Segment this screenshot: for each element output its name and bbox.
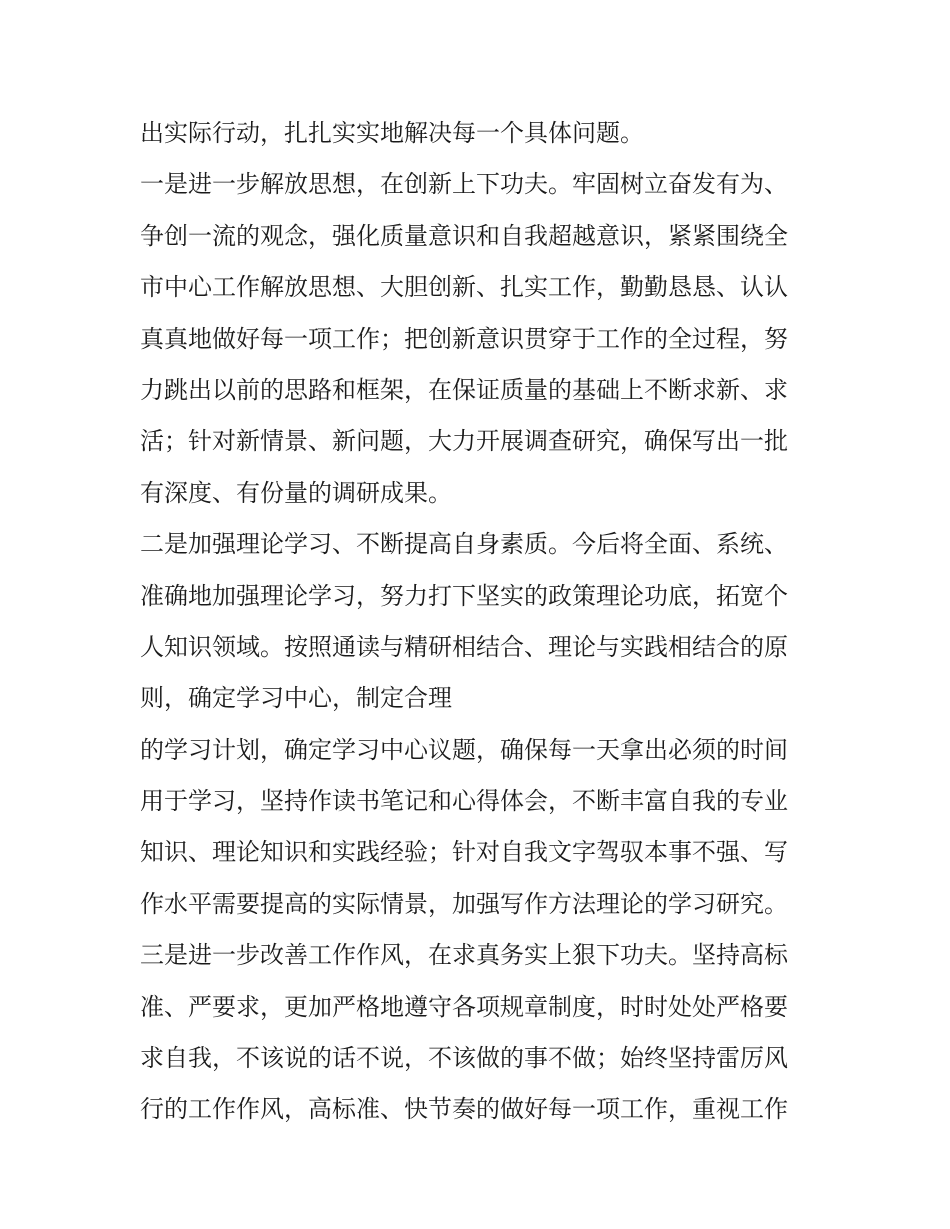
- text-line: 知识、理论知识和实践经验；针对自我文字驾驭本事不强、写: [140, 838, 788, 867]
- text-line: 活；针对新情景、新问题，大力开展调查研究，确保写出一批: [140, 427, 788, 456]
- text-line: 的学习计划，确定学习中心议题，确保每一天拿出必须的时间: [140, 735, 788, 764]
- text-line: 出实际行动，扎扎实实地解决每一个具体问题。: [140, 119, 644, 147]
- text-line: 力跳出以前的思路和框架，在保证质量的基础上不断求新、求: [140, 375, 788, 404]
- text-line: 有深度、有份量的调研成果。: [140, 478, 452, 507]
- text-line: 行的工作作风，高标准、快节奏的做好每一项工作，重视工作: [140, 1095, 788, 1124]
- text-line: 准、严要求，更加严格地遵守各项规章制度，时时处处严格要: [140, 992, 788, 1021]
- text-line: 二是加强理论学习、不断提高自身素质。今后将全面、系统、: [140, 530, 788, 559]
- text-line: 市中心工作解放思想、大胆创新、扎实工作，勤勤恳恳、认认: [140, 273, 788, 302]
- text-line: 作水平需要提高的实际情景，加强写作方法理论的学习研究。: [140, 889, 788, 918]
- text-line: 真真地做好每一项工作；把创新意识贯穿于工作的全过程，努: [140, 324, 788, 353]
- document-body: [140, 108, 820, 1136]
- text-line: 准确地加强理论学习，努力打下坚实的政策理论功底，拓宽个: [140, 581, 788, 610]
- text-line: 争创一流的观念，强化质量意识和自我超越意识，紧紧围绕全: [140, 221, 788, 250]
- text-line: 人知识领域。按照通读与精研相结合、理论与实践相结合的原: [140, 632, 788, 661]
- text-line: 一是进一步解放思想，在创新上下功夫。牢固树立奋发有为、: [140, 170, 788, 199]
- text-line: 求自我，不该说的话不说，不该做的事不做；始终坚持雷厉风: [140, 1044, 788, 1073]
- text-line: 则，确定学习中心，制定合理: [140, 684, 452, 713]
- text-line: 三是进一步改善工作作风，在求真务实上狠下功夫。坚持高标: [140, 941, 788, 970]
- text-line: 用于学习，坚持作读书笔记和心得体会，不断丰富自我的专业: [140, 787, 788, 816]
